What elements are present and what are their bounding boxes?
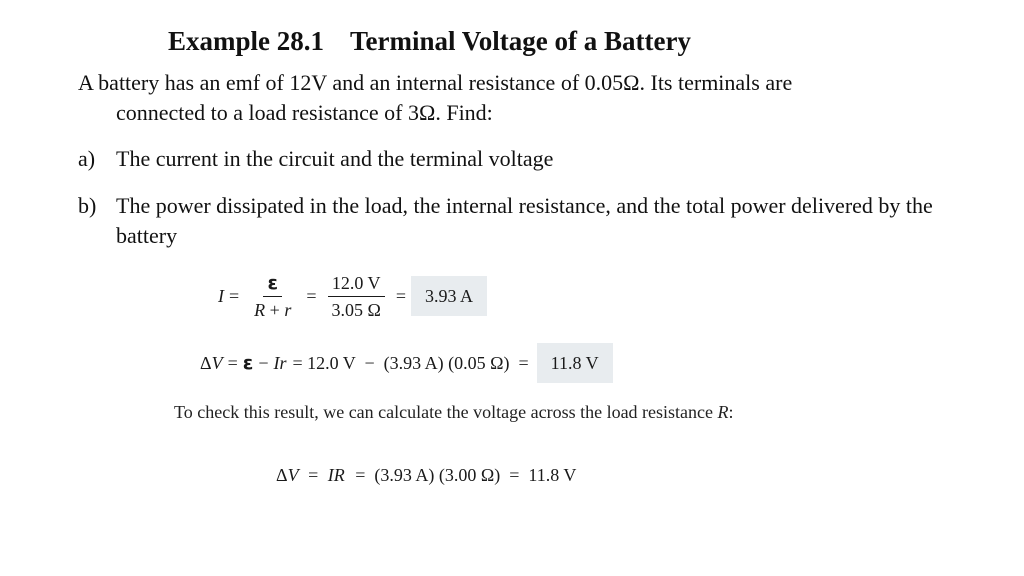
- plus-sign: +: [269, 299, 280, 320]
- example-number: Example 28.1: [168, 26, 325, 56]
- equals-sign: =: [308, 465, 319, 485]
- check-equation: [276, 463, 576, 488]
- equals-sign: =: [306, 285, 317, 306]
- numeric-fraction: [327, 273, 384, 320]
- minus-sign: −: [258, 352, 269, 373]
- problem-line-1: A battery has an emf of 12V and an internal resistance of 0.05Ω. Its terminals are: [78, 70, 793, 95]
- internal-resistance-symbol: r: [284, 299, 292, 320]
- equals-sign: =: [395, 285, 407, 306]
- terminal-voltage-expression: = 12.0 V − (3.93 A) (0.05 Ω) =: [292, 352, 529, 373]
- list-item-b: [78, 191, 958, 251]
- emf-symbol: ε: [242, 352, 254, 374]
- voltage-symbol: V: [211, 352, 223, 373]
- emf-symbol: ε: [263, 273, 282, 297]
- load-resistance-symbol: R: [254, 299, 266, 320]
- problem-statement: [78, 68, 958, 128]
- slide-title: [168, 26, 691, 57]
- current-symbol: I: [218, 285, 224, 306]
- list-item-a: [78, 144, 958, 174]
- load-resistance-symbol: R: [717, 402, 729, 422]
- voltage-symbol: V: [287, 465, 299, 485]
- symbolic-fraction: [250, 273, 295, 320]
- list-marker-b: b): [78, 193, 97, 218]
- check-text: To check this result, we can calculate the voltage across the load resistance: [174, 402, 714, 422]
- list-marker-a: a): [78, 146, 96, 171]
- equals-sign: =: [227, 352, 238, 373]
- total-resistance-value: 3.05 Ω: [331, 299, 381, 320]
- terminal-voltage-equation: [200, 343, 613, 383]
- terminal-voltage-result: 11.8 V: [537, 343, 613, 383]
- current-result: 3.93 A: [411, 276, 487, 316]
- delta-symbol: Δ: [200, 352, 212, 373]
- current-equation: [218, 268, 487, 324]
- delta-symbol: Δ: [276, 465, 288, 485]
- equals-sign: =: [229, 285, 240, 306]
- resistance-sum: [250, 297, 295, 320]
- problem-line-2: connected to a load resistance of 3Ω. Find:: [116, 100, 493, 125]
- colon: :: [728, 402, 734, 422]
- emf-value: 12.0 V: [328, 273, 385, 297]
- ir-product: IR: [327, 465, 345, 485]
- check-paragraph: [174, 400, 734, 425]
- check-expression: = (3.93 A) (3.00 Ω) = 11.8 V: [355, 465, 577, 485]
- list-text-b: The power dissipated in the load, the internal resistance, and the total power delivered by the battery: [116, 193, 933, 248]
- list-text-a: The current in the circuit and the terminal voltage: [116, 146, 554, 171]
- example-name: Terminal Voltage of a Battery: [350, 26, 691, 56]
- ir-term: Ir: [273, 352, 287, 373]
